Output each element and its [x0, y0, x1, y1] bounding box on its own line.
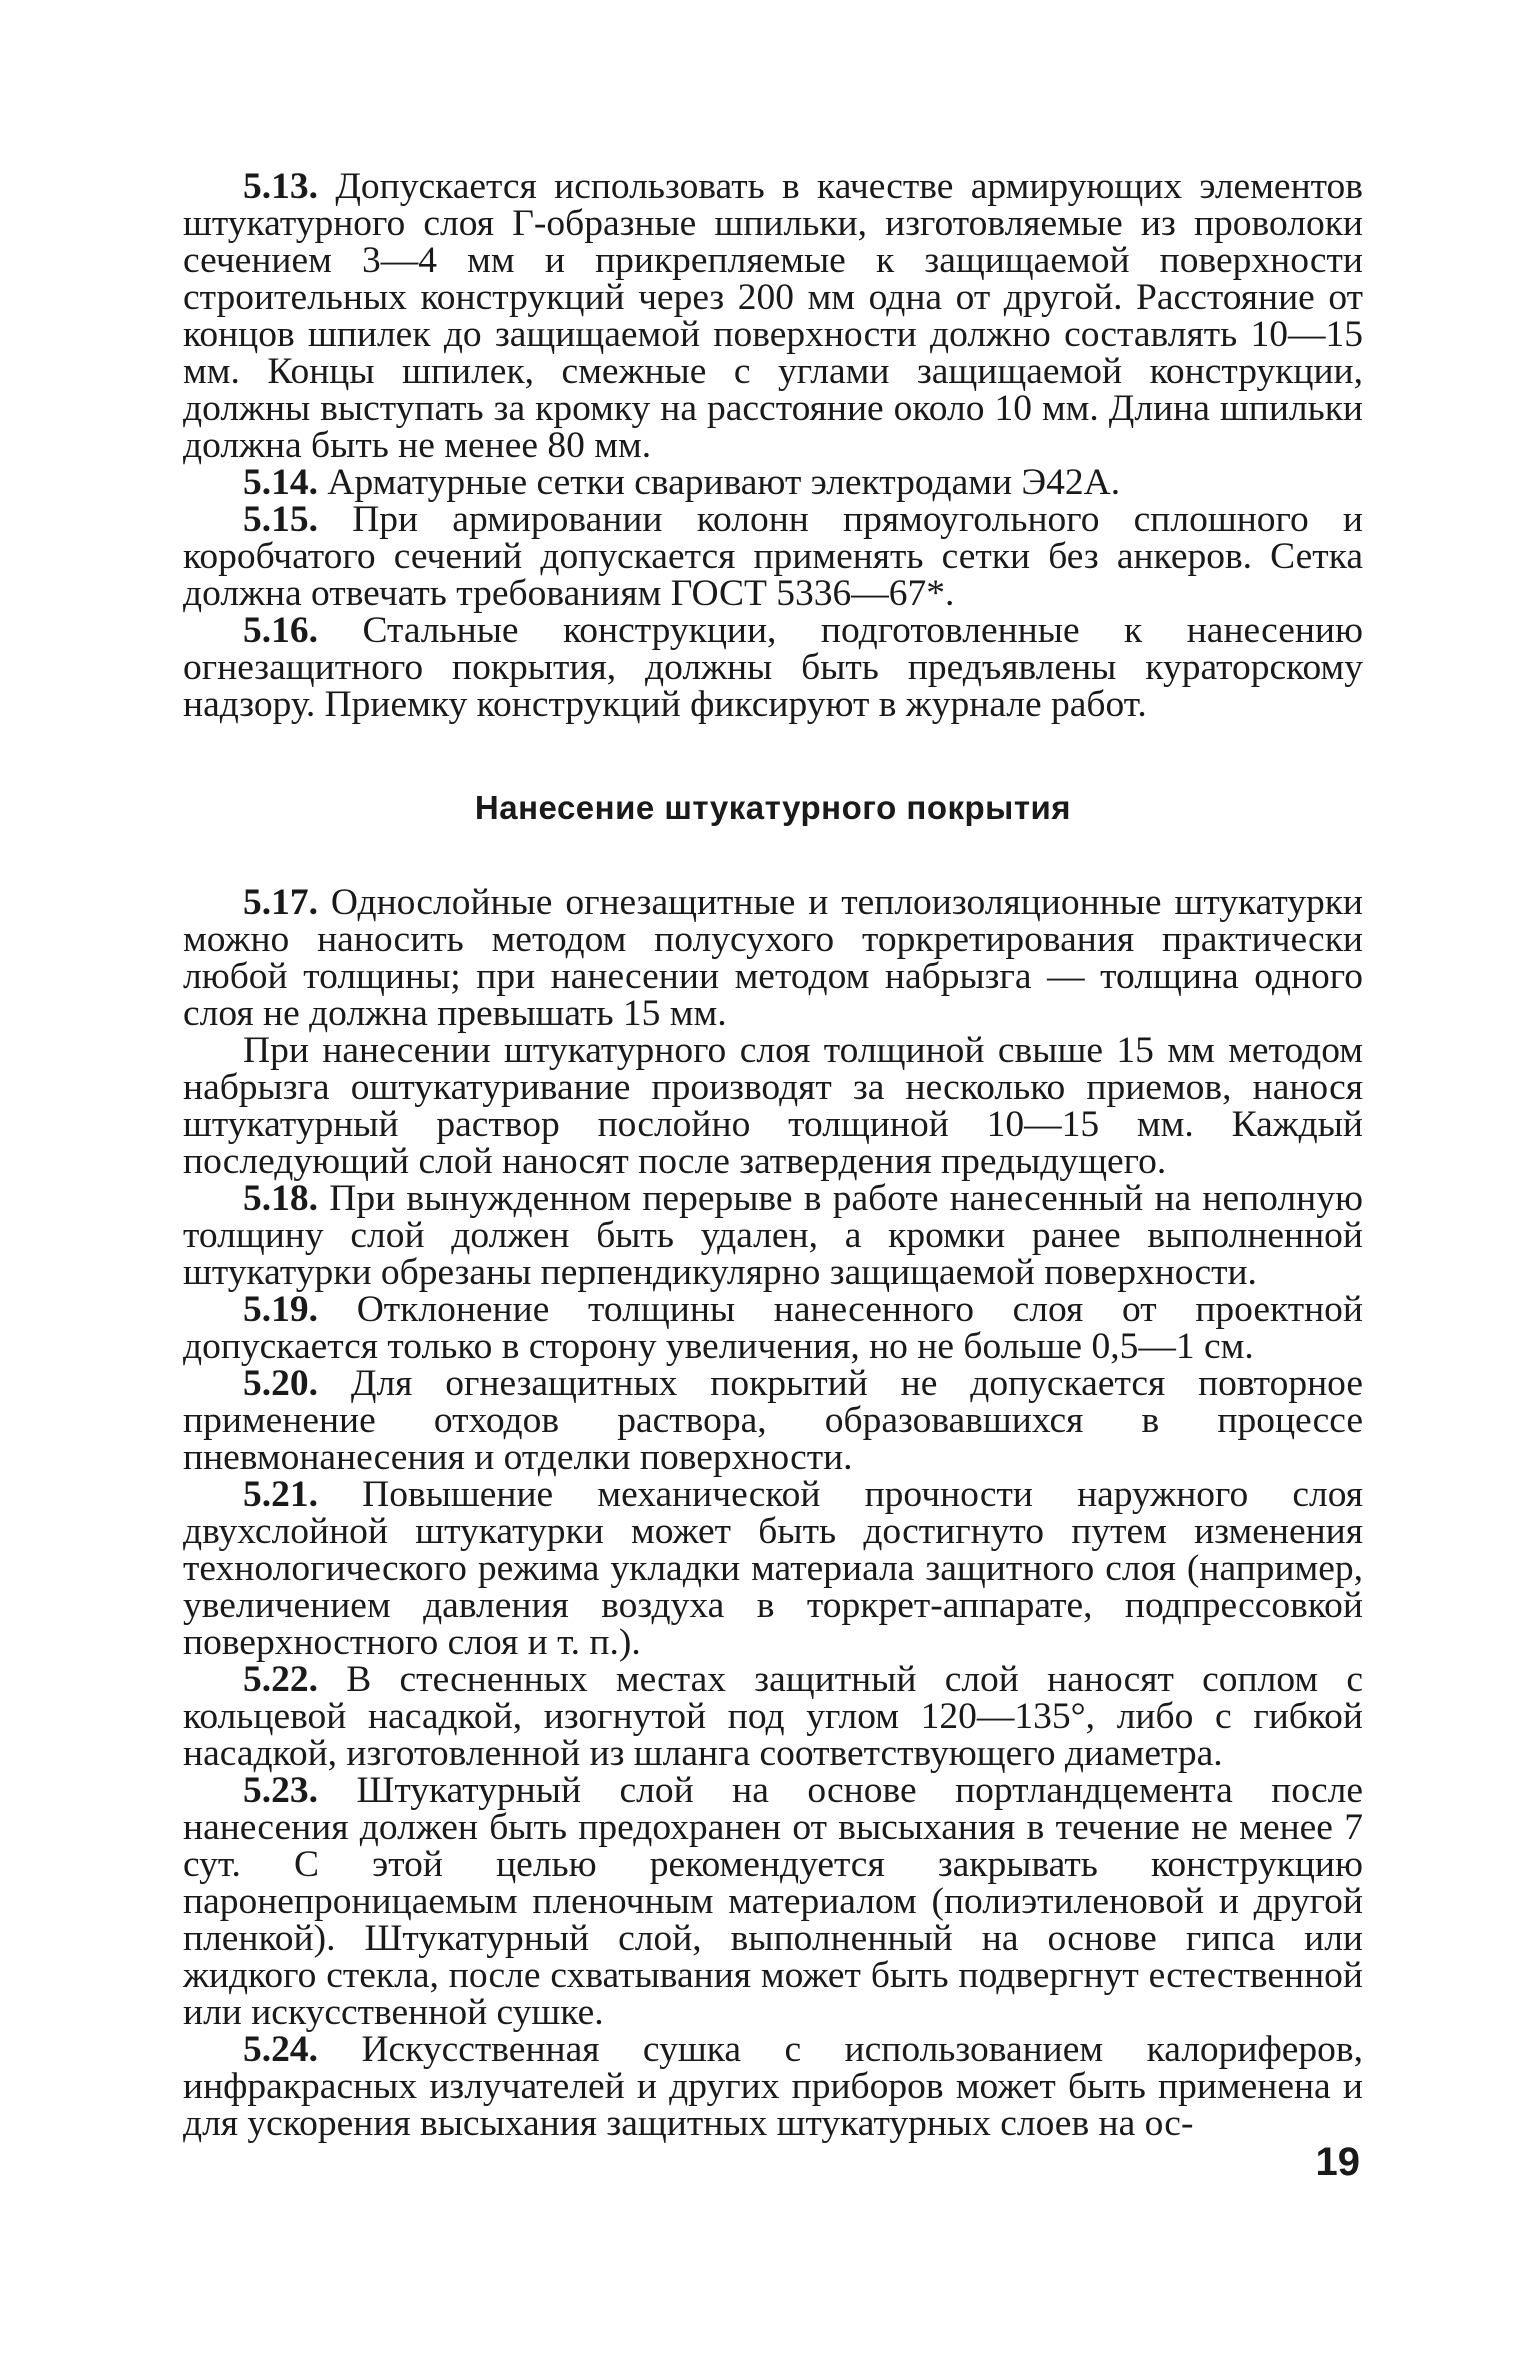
clause-text: В стесненных местах защитный слой наносят соплом с кольцевой насадкой, изогнутой под углом 120—135°, либо с гибкой насадкой, изготовленной из шланга соответствующего диаметра.	[183, 1659, 1363, 1774]
clause-number: 5.18.	[243, 1178, 318, 1219]
paragraph-5-13	[183, 168, 1363, 464]
paragraph-5-20	[183, 1365, 1363, 1476]
clause-text: Отклонение толщины нанесенного слоя от проектной допускается только в сторону увеличения, но не больше 0,5—1 см.	[183, 1289, 1363, 1367]
paragraph-5-17-continued	[183, 1032, 1363, 1180]
clause-text: Арматурные сетки сваривают электродами Э42А.	[327, 462, 1121, 503]
paragraph-5-16	[183, 612, 1363, 723]
clause-text: Однослойные огнезащитные и теплоизоляционные штукатурки можно наносить методом полусухого торкретирования практически любой толщины; при нанесении методом набрызга — толщина одного слоя не должна превышать 15 мм.	[183, 882, 1363, 1034]
clause-number: 5.13.	[243, 166, 318, 207]
paragraph-5-15	[183, 501, 1363, 612]
clause-number: 5.14.	[243, 462, 318, 503]
clause-number: 5.20.	[243, 1363, 318, 1404]
clause-number: 5.22.	[243, 1659, 318, 1700]
paragraph-5-22	[183, 1661, 1363, 1772]
paragraph-5-17	[183, 884, 1363, 1032]
clause-number: 5.15.	[243, 499, 318, 540]
paragraph-5-18	[183, 1180, 1363, 1291]
clause-text: При вынужденном перерыве в работе нанесенный на неполную толщину слой должен быть удален, а кромки ранее выполненной штукатурки обрезаны перпендикулярно защищаемой поверхности.	[183, 1178, 1363, 1293]
paragraph-5-21	[183, 1476, 1363, 1661]
clause-text: Стальные конструкции, подготовленные к нанесению огнезащитного покрытия, должны быть предъявлены кураторскому надзору. Приемку конструкций фиксируют в журнале работ.	[183, 610, 1363, 725]
page-number: 19	[1315, 2140, 1360, 2184]
page-content	[183, 168, 1363, 2142]
clause-number: 5.16.	[243, 610, 318, 651]
paragraph-5-14	[183, 464, 1363, 501]
clause-text: Искусственная сушка с использованием калориферов, инфракрасных излучателей и других приборов может быть применена и для ускорения высыхания защитных штукатурных слоев на ос-	[183, 2029, 1364, 2144]
clause-number: 5.23.	[243, 1770, 318, 1811]
clause-number: 5.21.	[243, 1474, 318, 1515]
clause-number: 5.19.	[243, 1289, 318, 1330]
clause-text: При нанесении штукатурного слоя толщиной свыше 15 мм методом набрызга оштукатуривание производят за несколько приемов, нанося штукатурный раствор послойно толщиной 10—15 мм. Каждый последующий слой наносят после затвердения предыдущего.	[183, 1030, 1363, 1182]
paragraph-5-24	[183, 2031, 1363, 2142]
paragraph-5-19	[183, 1291, 1363, 1365]
clause-text: Для огнезащитных покрытий не допускается повторное применение отходов раствора, образовавшихся в процессе пневмонанесения и отделки поверхности.	[183, 1363, 1363, 1478]
paragraph-5-23	[183, 1772, 1363, 2031]
clause-number: 5.17.	[243, 882, 318, 923]
clause-text: Штукатурный слой на основе портландцемента после нанесения должен быть предохранен от высыхания в течение не менее 7 сут. С этой целью рекомендуется закрывать конструкцию паронепроницаемым пленочным материалом (полиэтиленовой и другой пленкой). Штукатурный слой, выполненный на основе гипса или жидкого стекла, после схватывания может быть подвергнут естественной или искусственной сушке.	[183, 1770, 1364, 2033]
clause-number: 5.24.	[243, 2029, 318, 2070]
clause-text: Повышение механической прочности наружного слоя двухслойной штукатурки может быть достигнуто путем изменения технологического режима укладки материала защитного слоя (например, увеличением давления воздуха в торкрет-аппарате, подпрессовкой поверхностного слоя и т. п.).	[183, 1474, 1363, 1663]
clause-text: При армировании колонн прямоугольного сплошного и коробчатого сечений допускается применять сетки без анкеров. Сетка должна отвечать требованиям ГОСТ 5336—67*.	[183, 499, 1364, 614]
clause-text: Допускается использовать в качестве армирующих элементов штукатурного слоя Г-образные шпильки, изготовляемые из проволоки сечением 3—4 мм и прикрепляемые к защищаемой поверхности строительных конструкций через 200 мм одна от другой. Расстояние от концов шпилек до защищаемой поверхности должно составлять 10—15 мм. Концы шпилек, смежные с углами защищаемой конструкции, должны выступать за кромку на расстояние около 10 мм. Длина шпильки должна быть не менее 80 мм.	[183, 166, 1363, 466]
section-heading: Нанесение штукатурного покрытия	[474, 789, 1072, 826]
